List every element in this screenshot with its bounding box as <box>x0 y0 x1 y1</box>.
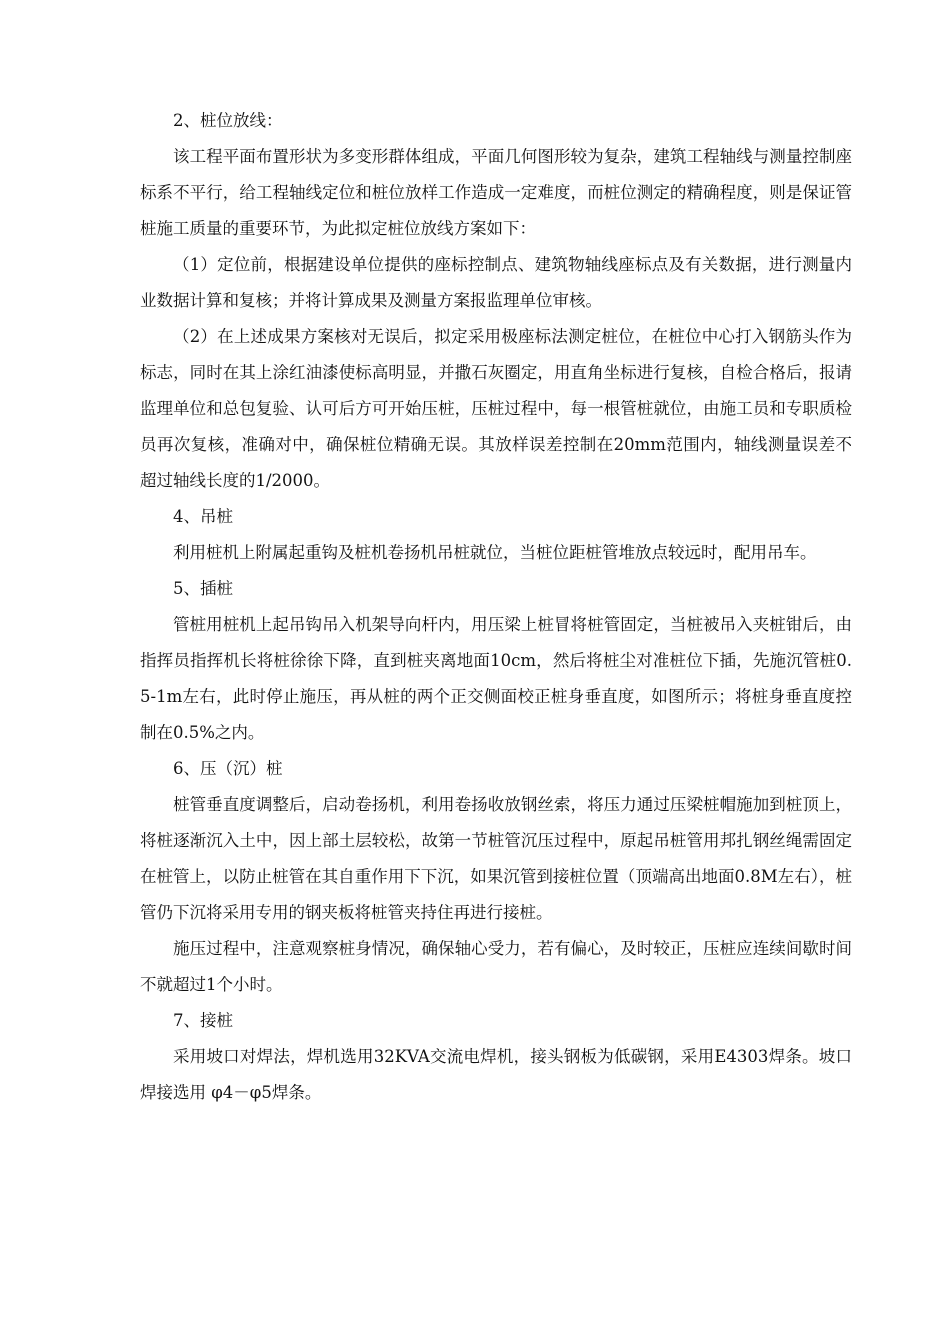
paragraph: 施压过程中，注意观察桩身情况，确保轴心受力，若有偏心，及时较正，压桩应连续间歇时间不就超过1个小时。 <box>140 939 852 994</box>
paragraph: 利用桩机上附属起重钩及桩机卷扬机吊桩就位，当桩位距桩管堆放点较远时，配用吊车。 <box>173 543 817 562</box>
section-heading-lifting: 4、吊桩 <box>173 507 233 526</box>
paragraph: （1）定位前，根据建设单位提供的座标控制点、建筑物轴线座标点及有关数据，进行测量内业数据计算和复核；并将计算成果及测量方案报监理单位审核。 <box>140 255 852 310</box>
section-heading-insertion: 5、插桩 <box>173 579 233 598</box>
section-heading-splicing: 7、接桩 <box>173 1011 233 1030</box>
paragraph: 桩管垂直度调整后，启动卷扬机，利用卷扬收放钢丝索，将压力通过压梁桩帽施加到桩顶上，将桩逐渐沉入土中，因上部土层较松，故第一节桩管沉压过程中，原起吊桩管用邦扎钢丝绳需固定在桩管上，以防止桩管在其自重作用下下沉，如果沉管到接桩位置（顶端高出地面0.8M左右），桩管仍下沉将采用专用的钢夹板将桩管夹持住再进行接桩。 <box>140 795 852 922</box>
paragraph: 采用坡口对焊法，焊机选用32KVA交流电焊机，接头钢板为低碳钢，采用E4303焊条。坡口焊接选用 φ4－φ5焊条。 <box>140 1047 852 1102</box>
paragraph: （2）在上述成果方案核对无误后，拟定采用极座标法测定桩位，在桩位中心打入钢筋头作为标志，同时在其上涂红油漆使标高明显，并撒石灰圈定，用直角坐标进行复核，自检合格后，报请监理单位和总包复验、认可后方可开始压桩，压桩过程中，每一根管桩就位，由施工员和专职质检员再次复核，准确对中，确保桩位精确无误。其放样误差控制在20mm范围内，轴线测量误差不超过轴线长度的1/2000。 <box>140 327 852 490</box>
document-body <box>140 103 852 1111</box>
section-heading-pile-layout: 2、桩位放线： <box>173 111 283 130</box>
paragraph: 该工程平面布置形状为多变形群体组成，平面几何图形较为复杂，建筑工程轴线与测量控制座标系不平行，给工程轴线定位和桩位放样工作造成一定难度，而桩位测定的精确程度，则是保证管桩施工质量的重要环节，为此拟定桩位放线方案如下： <box>140 147 852 238</box>
section-heading-pressing: 6、压（沉）桩 <box>173 759 283 778</box>
paragraph: 管桩用桩机上起吊钩吊入机架导向杆内，用压梁上桩冒将桩管固定，当桩被吊入夹桩钳后，由指挥员指挥机长将桩徐徐下降，直到桩夹离地面10cm，然后将桩尘对准桩位下插，先施沉管桩0.5-1m左右，此时停止施压，再从桩的两个正交侧面校正桩身垂直度，如图所示；将桩身垂直度控制在0.5%之内。 <box>140 615 852 742</box>
